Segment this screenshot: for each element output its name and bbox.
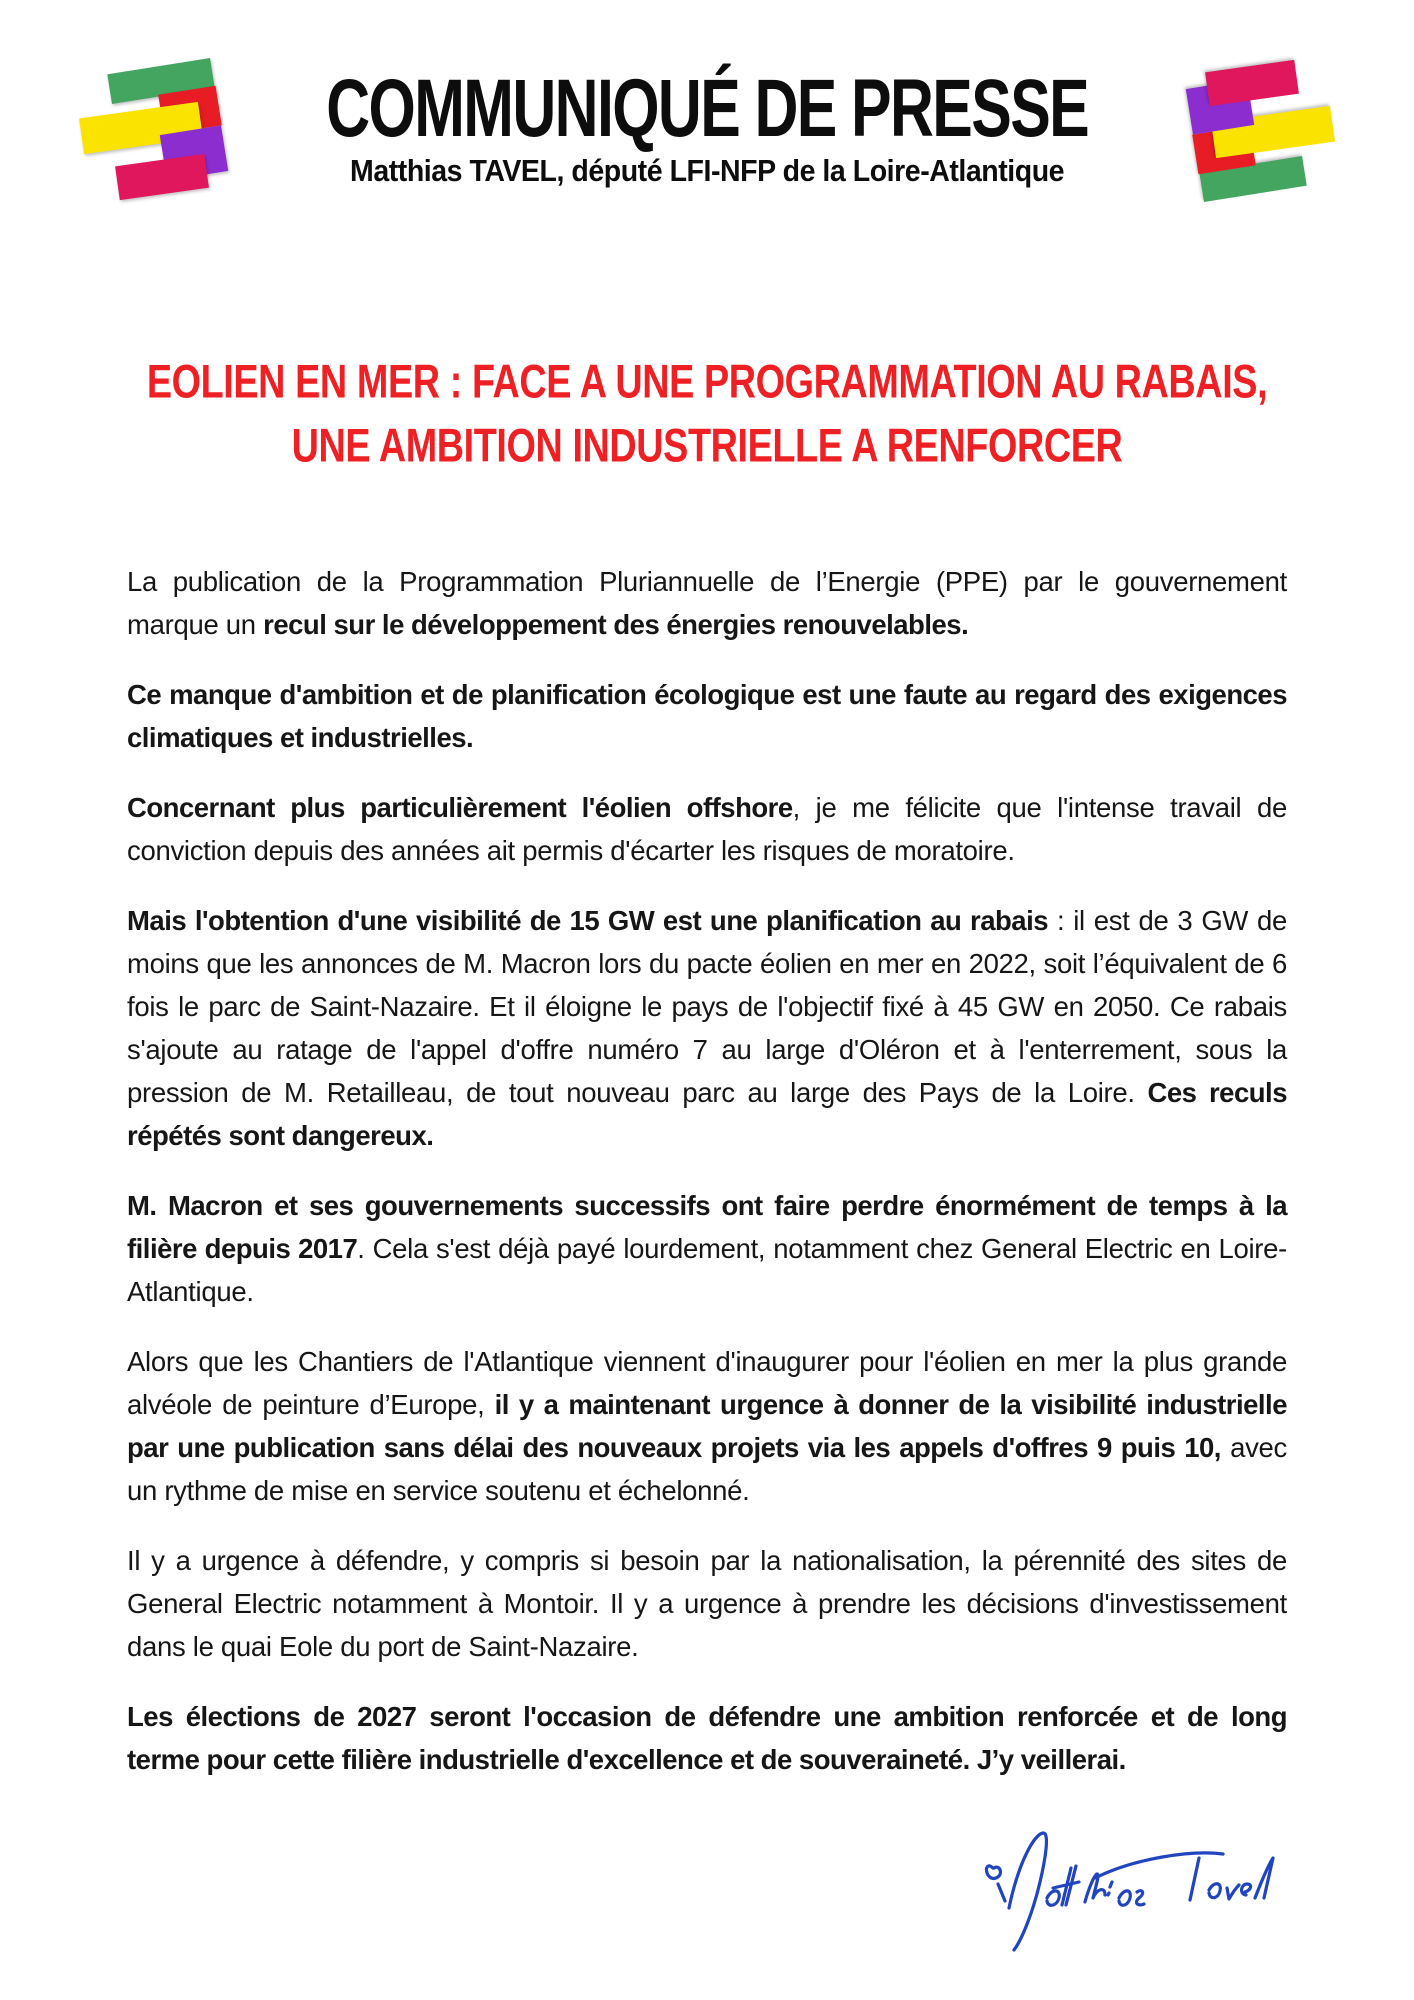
bold-text-segment: Ce manque d'ambition et de planification écologique est une faute au regard des exigences climatiques et industrielles. [127, 679, 1287, 753]
logo-bar-pink [1205, 60, 1299, 106]
text-segment: avec un rythme de mise en service soutenu et échelonné. [127, 1432, 1288, 1506]
bold-text-segment: Concernant plus particulièrement l'éolien offshore [127, 792, 793, 823]
text-segment: , je me félicite que l'intense travail de conviction depuis des années ait permis d'écarter les risques de moratoire. [127, 792, 1287, 866]
bold-text-segment: il y a maintenant urgence à donner de la visibilité industrielle par une publication sans délai des nouveaux projets via les appels d'offres 9 puis 10, [127, 1389, 1287, 1463]
masthead-subtitle: Matthias TAVEL, député LFI-NFP de la Loire-Atlantique [349, 153, 1065, 188]
text-segment: . Cela s'est déjà payé lourdement, notamment chez General Electric en Loire-Atlantique. [127, 1233, 1287, 1307]
text-segment: La publication de la Programmation Pluriannuelle de l’Energie (PPE) par le gouvernement marque un [127, 566, 1287, 640]
flag-logo-left [81, 62, 229, 198]
paragraph [127, 1184, 1287, 1313]
text-segment: Alors que les Chantiers de l'Atlantique viennent d'inaugurer pour l'éolien en mer la plus grande alvéole de peinture d’Europe, [127, 1346, 1287, 1420]
signature-strokes [987, 1833, 1273, 1950]
paragraph [127, 1340, 1287, 1512]
paragraph [127, 560, 1287, 646]
masthead-text [231, 62, 1183, 189]
headline-line-1: EOLIEN EN MER : FACE A UNE PROGRAMMATION AU RABAIS, [146, 354, 1268, 409]
paragraph [127, 1695, 1287, 1781]
paragraph [127, 1539, 1287, 1668]
paragraph [127, 786, 1287, 872]
bold-text-segment: Les élections de 2027 seront l'occasion de défendre une ambition renforcée et de long terme pour cette filière industrielle d'excellence et de souveraineté. J’y veillerai. [127, 1701, 1287, 1775]
bold-text-segment: Mais l'obtention d'une visibilité de 15 GW est une planification au rabais [127, 905, 1049, 936]
bold-text-segment: M. Macron et ses gouvernements successifs ont faire perdre énormément de temps à la filière depuis 2017 [127, 1190, 1287, 1264]
paragraph [127, 899, 1287, 1157]
masthead-title: COMMUNIQUÉ DE PRESSE [326, 62, 1088, 155]
masthead [0, 62, 1414, 198]
signature-block [127, 1808, 1287, 1983]
signature-handwriting [977, 1808, 1287, 1983]
body-copy [127, 560, 1287, 1781]
headline [0, 350, 1414, 478]
logo-bar-pink [115, 154, 209, 200]
paragraph [127, 673, 1287, 759]
text-segment: Il y a urgence à défendre, y compris si besoin par la nationalisation, la pérennité des sites de General Electric notamment à Montoir. Il y a urgence à prendre les décisions d'investissement dans le quai Eole du port de Saint-Nazaire. [127, 1545, 1287, 1662]
bold-text-segment: recul sur le développement des énergies renouvelables. [263, 609, 969, 640]
text-segment: : il est de 3 GW de moins que les annonces de M. Macron lors du pacte éolien en mer en 2022, soit l’équivalent de 6 fois le parc de Saint-Nazaire. Et il éloigne le pays de l'objectif fixé à 45 GW en 2050. Ce rabais s'ajoute au ratage de l'appel d'offre numéro 7 au large d'Oléron et à l'enterrement, sous la pression de M. Retailleau, de tout nouveau parc au large des Pays de la Loire. [127, 905, 1287, 1108]
headline-line-2: UNE AMBITION INDUSTRIELLE A RENFORCER [291, 418, 1123, 473]
bold-text-segment: Ces reculs répétés sont dangereux. [127, 1077, 1287, 1151]
flag-logo-right [1185, 62, 1333, 198]
